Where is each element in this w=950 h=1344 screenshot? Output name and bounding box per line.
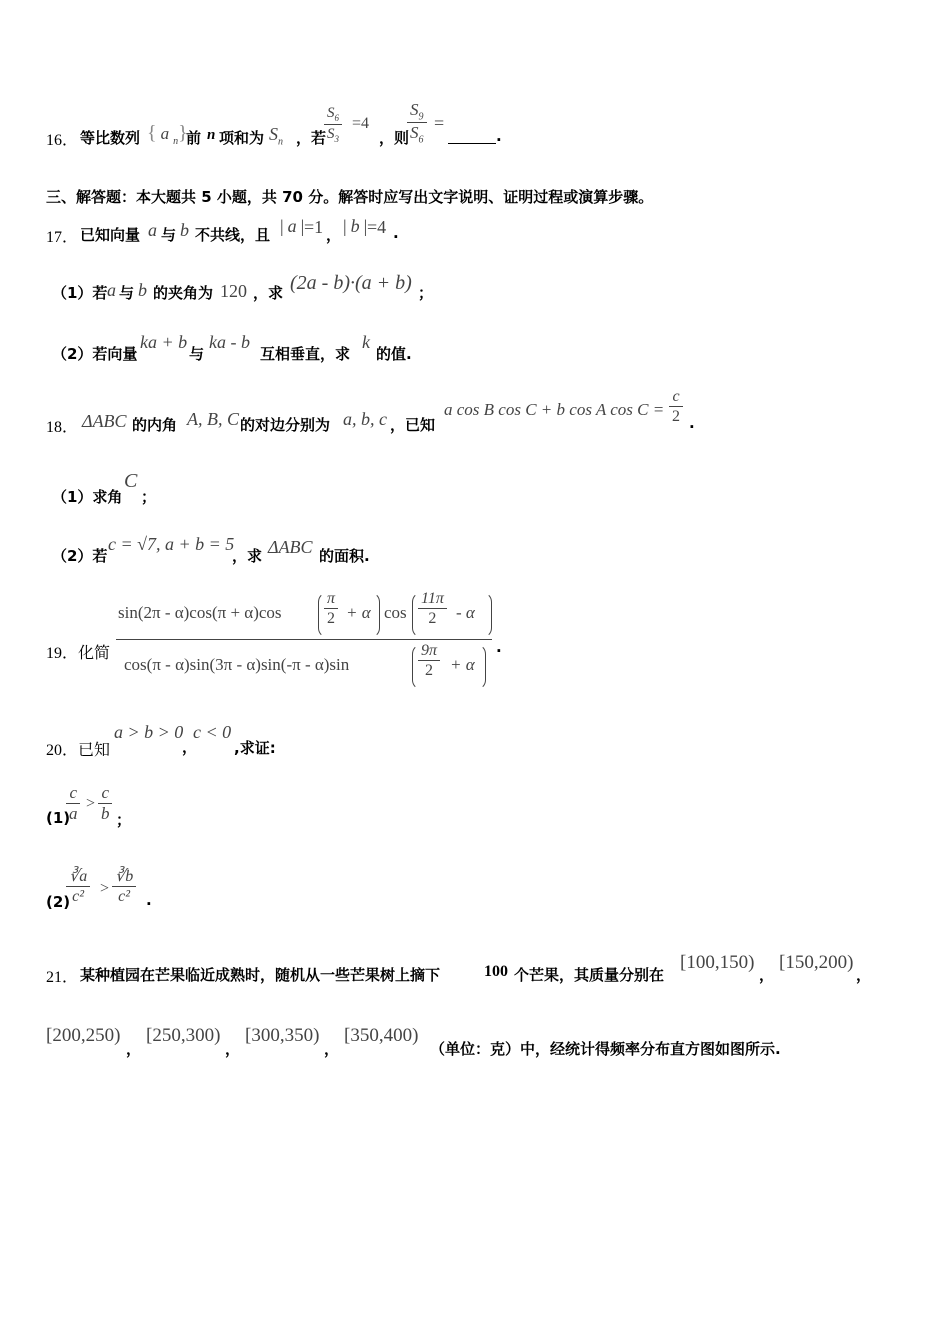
q16-fraction-2: $\frac{S_9}{S_6}$ <box>407 101 427 147</box>
q18-number: 18． <box>46 419 79 436</box>
q21-text-1: 某种植园在芒果临近成熟时，随机从一些芒果树上摘下 <box>80 966 441 984</box>
q16-text-3: 项和为 <box>219 129 265 147</box>
q17-p1-end: ； <box>418 284 434 302</box>
q19-den-frac: $\frac{9\pi}{2}$ <box>418 642 440 680</box>
q16-number: 16． <box>46 132 79 149</box>
q21-interval-4: [250,300) <box>146 1025 221 1046</box>
q20-p2-label: (2) <box>46 893 71 911</box>
q18-p2-label: （2）若 <box>52 547 108 565</box>
q17-p1-a: a <box>107 280 116 300</box>
q20-p2-left: $\frac{∛a}{\text{c²}}$ <box>66 868 90 906</box>
q17-vector-a: a <box>148 220 157 240</box>
q17-p1-text-3: 的夹角为 <box>153 284 214 302</box>
q16-fraction-1: $\frac{S_6}{S_3}$ <box>324 105 342 145</box>
q18-triangle: ΔABC <box>82 411 127 431</box>
q20-condition-1: a > b > 0 <box>114 722 184 742</box>
q17-p1-expression: (2a - b)·(a + b) <box>290 272 412 294</box>
q19-num-frac-2-tail: - α <box>456 603 475 622</box>
q17-eq-2: =4 <box>367 217 387 237</box>
q19-num-frac-1-tail: + α <box>346 603 371 622</box>
q20-p1-end: ； <box>116 811 132 829</box>
q18-angles: A, B, C <box>187 409 239 429</box>
q19-num-frac-1: $\frac{\pi}{2}$ <box>324 590 338 628</box>
q21-number: 21． <box>46 969 79 986</box>
q20-p2-right: $\frac{∛b}{\text{c²}}$ <box>112 868 136 906</box>
q17-p2-text-3: 互相垂直，求 <box>260 345 351 363</box>
q21-count: 100 <box>484 963 508 980</box>
q17-p1-text-4: ，求 <box>253 284 284 302</box>
q17-p2-k: k <box>362 332 370 352</box>
q17-text-2: 与 <box>161 226 177 244</box>
q19-fraction-bar <box>116 639 492 640</box>
q17-text-3: 不共线，且 <box>195 226 271 244</box>
q18-p1-end: ； <box>141 488 157 506</box>
q17-text-1: 已知向量 <box>80 226 141 244</box>
q20-p2-end: . <box>146 891 152 909</box>
q20-condition-2: c < 0 <box>193 722 232 742</box>
q19-den-part: cos(π - α)sin(3π - α)sin(-π - α)sin <box>124 655 350 674</box>
q16-text-2: 前 <box>186 129 202 147</box>
q20-p1-left: $\frac{c}{a}$ <box>66 784 81 824</box>
q17-end: . <box>393 224 399 242</box>
q21-sep-1: ， <box>759 966 775 984</box>
q20-p2-gt: > <box>100 880 110 897</box>
q16-text-5: ，则 <box>379 129 410 147</box>
q18-p2-text-2: ，求 <box>232 547 263 565</box>
q16-text-4: ，若 <box>296 129 327 147</box>
q20-p1-gt: > <box>86 795 96 812</box>
q21-text-2: 个芒果，其质量分别在 <box>514 966 665 984</box>
q18-p2-triangle: ΔABC <box>268 537 313 557</box>
q17-p1-label: （1）若 <box>52 284 108 302</box>
q18-text-3: ，已知 <box>390 416 436 434</box>
q20-p1-label: (1) <box>46 809 71 827</box>
q16-eq-1: =4 <box>352 115 370 132</box>
q21-interval-6: [350,400) <box>344 1025 419 1046</box>
q17-p1-text-2: 与 <box>119 284 135 302</box>
q19-end: . <box>496 638 502 656</box>
q16-seq: { a $_n$} <box>147 122 188 147</box>
q18-sides: a, b, c <box>343 409 387 429</box>
q16-end: . <box>496 127 502 145</box>
q17-p2-expr-1: ka + b <box>140 332 188 352</box>
q21-sep-5: ， <box>324 1040 340 1058</box>
q17-p2-text-2: 与 <box>189 345 205 363</box>
q19-den-frac-tail: + α <box>450 655 475 674</box>
q19-fraction <box>116 588 492 690</box>
q16-sum-S: $S_n$ <box>269 124 283 148</box>
q16-n-var: n <box>207 127 216 143</box>
q18-p2-condition: c = √7, a + b = 5 <box>108 534 235 554</box>
q21-text-3: （单位：克）中，经统计得频率分布直方图如图所示. <box>430 1040 781 1058</box>
q19-num-part-1: sin(2π - α)cos(π + α)cos <box>118 603 282 622</box>
q18-condition-fraction: $\frac{c}{2}$ <box>669 388 683 426</box>
q17-comma: ， <box>326 226 342 244</box>
q17-abs-b: | b | <box>343 216 368 236</box>
q19-number: 19．化简 <box>46 645 111 662</box>
q17-p1-angle: 120 <box>220 281 247 301</box>
q21-interval-2: [150,200) <box>779 952 854 973</box>
section-3-heading: 三、解答题：本大题共 5 小题，共 70 分。解答时应写出文字说明、证明过程或演算步骤。 <box>46 188 654 206</box>
q17-vector-b: b <box>180 220 189 240</box>
q18-text-2: 的对边分别为 <box>240 416 331 434</box>
q18-p2-end: 的面积. <box>319 547 370 565</box>
q21-interval-5: [300,350) <box>245 1025 320 1046</box>
q17-eq-1: =1 <box>304 217 324 237</box>
q17-p2-expr-2: ka - b <box>209 332 250 352</box>
q17-p2-end: 的值. <box>376 345 412 363</box>
q20-p1-right: $\frac{c}{b}$ <box>98 784 113 824</box>
q20-number: 20．已知 <box>46 742 111 759</box>
q21-sep-2: ， <box>856 966 872 984</box>
q16-text-1: 等比数列 <box>80 129 141 147</box>
q20-text-2: ,求证: <box>234 739 276 757</box>
q17-number: 17． <box>46 229 79 246</box>
q19-num-part-2: cos <box>384 603 407 622</box>
q21-sep-4: ， <box>225 1040 241 1058</box>
q21-interval-3: [200,250) <box>46 1025 121 1046</box>
q17-p2-label: （2）若向量 <box>52 345 138 363</box>
q16-eq-2: = <box>434 113 445 133</box>
q18-p1-label: （1）求角 <box>52 488 123 506</box>
q18-end: . <box>689 414 695 432</box>
q17-p1-b: b <box>138 280 147 300</box>
q18-text-1: 的内角 <box>132 416 178 434</box>
q17-abs-a: | a | <box>280 216 305 236</box>
q18-p1-C: C <box>124 470 138 492</box>
q19-num-frac-2: $\frac{11\pi}{2}$ <box>418 590 447 628</box>
q21-interval-1: [100,150) <box>680 952 755 973</box>
q21-sep-3: ， <box>126 1040 142 1058</box>
q20-comma: ， <box>182 738 198 756</box>
q16-answer-blank[interactable] <box>448 143 496 144</box>
q18-condition: a cos B cos C + b cos A cos C = <box>444 400 665 419</box>
